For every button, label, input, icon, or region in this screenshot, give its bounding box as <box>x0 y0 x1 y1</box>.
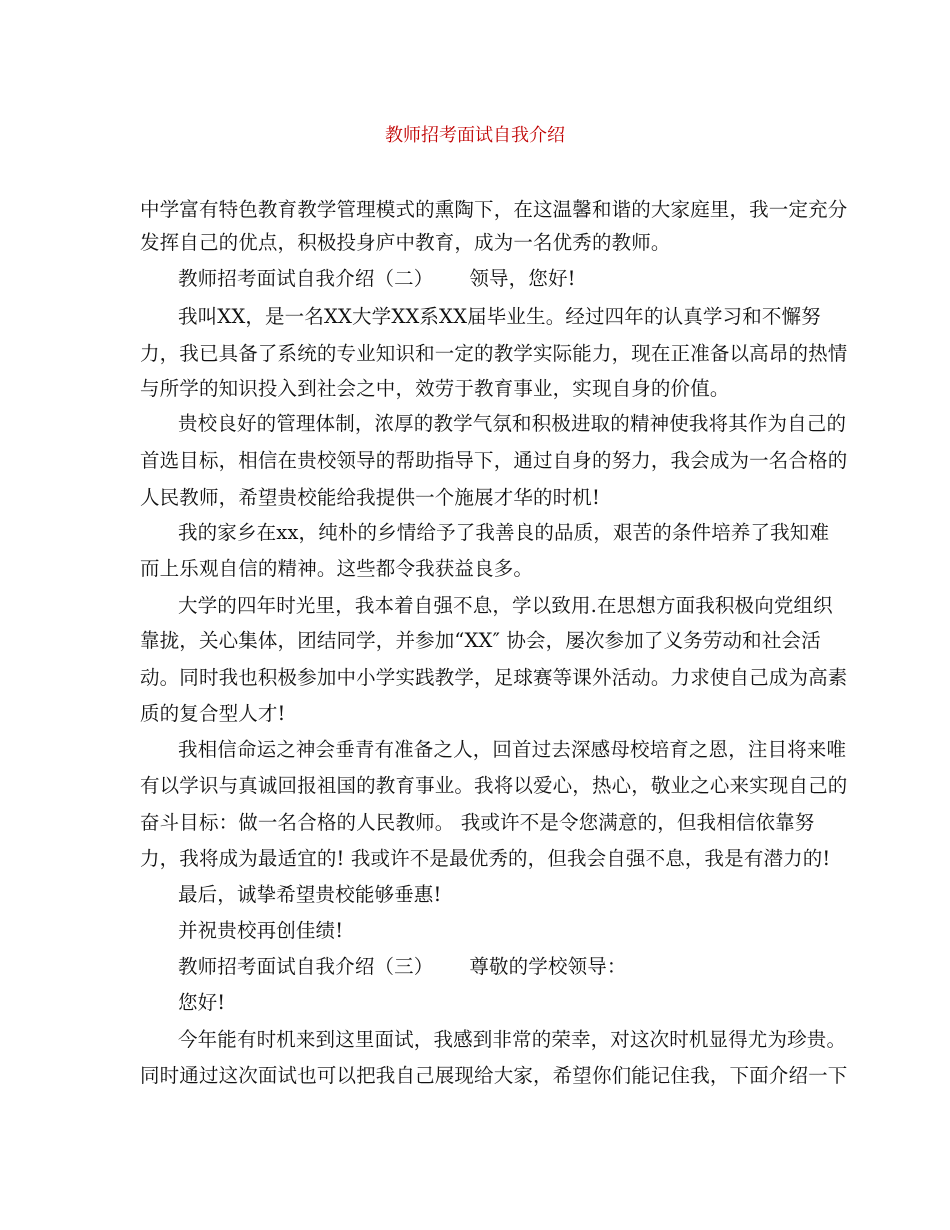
text-line: 靠拢，关心集体，团结同学，并参加“XX″ 协会，屡次参加了义务劳动和社会活 <box>140 629 821 652</box>
text-line: 动。同时我也积极参加中小学实践教学，足球赛等课外活动。力求使自己成为高素 <box>140 666 848 689</box>
section-heading-line: 教师招考面试自我介绍（三） 尊敬的学校领导： <box>178 955 627 978</box>
text-line: 并祝贵校再创佳绩! <box>178 919 344 942</box>
text-line: 人民教师，希望贵校能给我提供一个施展才华的时机! <box>140 486 600 509</box>
text-line: 大学的四年时光里，我本着自强不息，学以致用.在思想方面我积极向党组织 <box>178 594 833 617</box>
text-line: 发挥自己的优点，积极投身庐中教育，成为一名优秀的教师。 <box>140 231 671 254</box>
text-line: 首选目标，相信在贵校领导的帮助指导下，通过自身的努力，我会成为一名合格的 <box>140 449 848 472</box>
text-line: 力，我将成为最适宜的! 我或许不是最优秀的，但我会自强不息，我是有潜力的! <box>140 847 831 870</box>
text-line: 质的复合型人才! <box>140 702 286 725</box>
text-line: 您好! <box>178 991 226 1014</box>
text-line: 最后，诚挚希望贵校能够垂惠! <box>178 883 442 906</box>
text-line: 我叫XX，是一名XX大学XX系XX届毕业生。经过四年的认真学习和不懈努 <box>178 305 821 328</box>
text-line: 力，我已具备了系统的专业知识和一定的教学实际能力，现在正准备以高昂的热情 <box>140 342 848 365</box>
text-line: 与所学的知识投入到社会之中，效劳于教育事业，实现自身的价值。 <box>140 377 730 400</box>
text-line: 我相信命运之神会垂青有准备之人，回首过去深感母校培育之恩，注目将来唯 <box>178 738 847 761</box>
text-line: 我的家乡在xx，纯朴的乡情给予了我善良的品质，艰苦的条件培养了我知难 <box>178 521 830 544</box>
text-line: 今年能有时机来到这里面试，我感到非常的荣幸，对这次时机显得尤为珍贵。 <box>178 1028 847 1051</box>
text-line: 奋斗目标：做一名合格的人民教师。 我或许不是令您满意的，但我相信依靠努 <box>140 811 815 834</box>
text-line: 贵校良好的管理体制，浓厚的教学气氛和积极进取的精神使我将其作为自己的 <box>178 412 847 435</box>
text-line: 有以学识与真诚回报祖国的教育事业。我将以爱心，热心，敬业之心来实现自己的 <box>140 774 848 797</box>
section-heading-line: 教师招考面试自我介绍（二） 领导，您好! <box>178 267 576 290</box>
document-title: 教师招考面试自我介绍 <box>385 125 565 146</box>
text-line: 中学富有特色教育教学管理模式的熏陶下，在这温馨和谐的大家庭里，我一定充分 <box>140 198 848 221</box>
text-line: 而上乐观自信的精神。这些都令我获益良多。 <box>140 557 534 580</box>
text-line: 同时通过这次面试也可以把我自己展现给大家，希望你们能记住我，下面介绍一下 <box>140 1064 848 1087</box>
